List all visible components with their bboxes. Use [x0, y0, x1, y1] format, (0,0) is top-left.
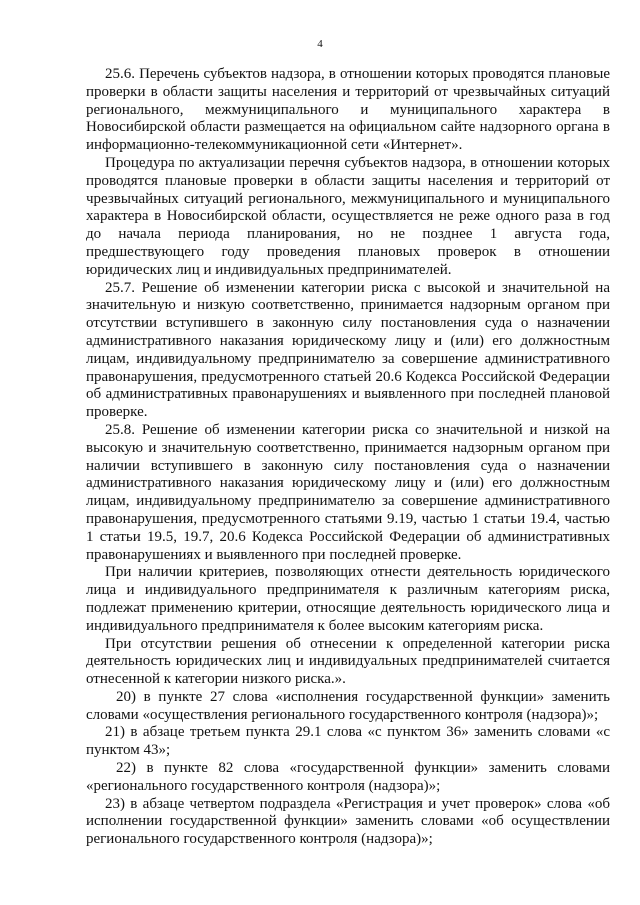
paragraph: 25.6. Перечень субъектов надзора, в отношении которых проводятся плановые проверки в области защиты населения и территорий от чрезвычайных ситуаций регионального, межмуниципального и муниципального характера в Новосибирской области размещается на официальном сайте надзорного органа в информационно-телекоммуникационной сети «Интернет».	[86, 66, 610, 154]
paragraph: 23) в абзаце четвертом подраздела «Регистрация и учет проверок» слова «об исполнении государственной функции» заменить словами «об осуществлении регионального государственного контроля (надзора)»;	[86, 795, 610, 848]
paragraph: 21) в абзаце третьем пункта 29.1 слова «с пунктом 36» заменить словами «с пунктом 43»;	[86, 724, 610, 759]
paragraph: 22) в пункте 82 слова «государственной функции» заменить словами «регионального государственного контроля (надзора)»;	[86, 760, 610, 794]
paragraph: Процедура по актуализации перечня субъектов надзора, в отношении которых проводятся плановые проверки в области защиты населения и территорий от чрезвычайных ситуаций регионального, межмуниципального и муниципального характера в Новосибирской области, осуществляется не реже одного раза в год до начала периода планирования, но не позднее 1 августа года, предшествующего году проведения плановых проверок в отношении юридических лиц и индивидуальных предпринимателей.	[86, 154, 610, 278]
paragraph: 25.8. Решение об изменении категории риска со значительной и низкой на высокую и значительную соответственно, принимается надзорным органом при наличии вступившего в законную силу постановления суда о назначении административного наказания юридическому лицу и (или) его должностным лицам, индивидуальному предпринимателю за совершение административного правонарушения, предусмотренного статьями 9.19, частью 1 статьи 19.4, частью 1 статьи 19.5, 19.7, 20.6 Кодекса Российской Федерации об административных правонарушениях и выявленного при последней проверке.	[86, 421, 610, 563]
paragraph: 25.7. Решение об изменении категории риска с высокой и значительной на значительную и низкую соответственно, принимается надзорным органом при отсутствии вступившего в законную силу постановления суда о назначении административного наказания юридическому лицу и (или) его должностным лицам, индивидуальному предпринимателю за совершение административного правонарушения, предусмотренного статьей 20.6 Кодекса Российской Федерации об административных правонарушениях и выявленного при последней плановой проверке.	[86, 279, 610, 421]
page-number: 4	[317, 38, 323, 50]
document-body	[86, 66, 610, 849]
paragraph: При наличии критериев, позволяющих отнести деятельность юридического лица и индивидуального предпринимателя к различным категориям риска, подлежат применению критерии, относящие деятельность юридического лица и индивидуального предпринимателя к более высоким категориям риска.	[86, 564, 610, 634]
paragraph: При отсутствии решения об отнесении к определенной категории риска деятельность юридических лиц и индивидуальных предпринимателей считается отнесенной к категории низкого риска.».	[86, 635, 610, 688]
paragraph: 20) в пункте 27 слова «исполнения государственной функции» заменить словами «осуществления регионального государственного контроля (надзора)»;	[86, 688, 610, 723]
